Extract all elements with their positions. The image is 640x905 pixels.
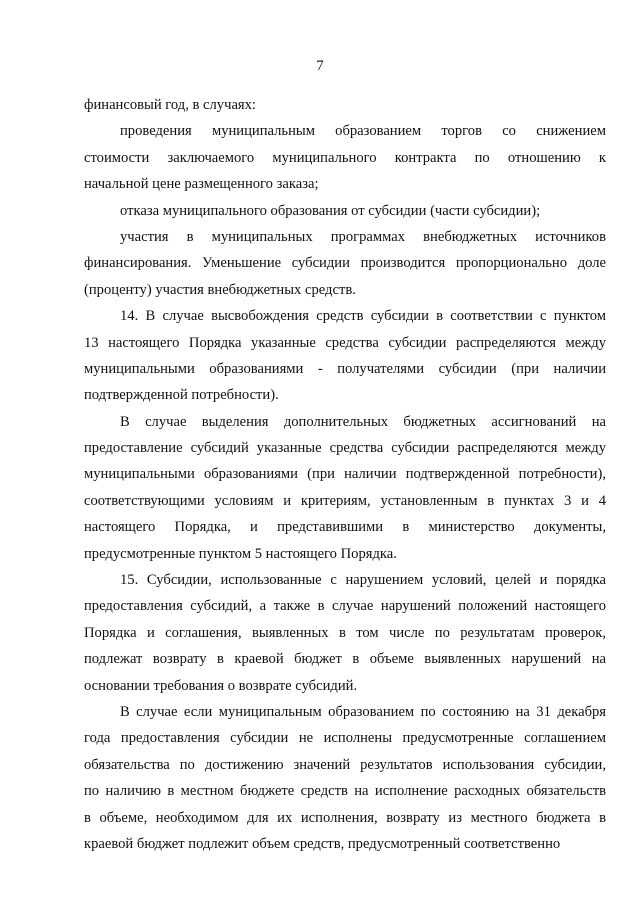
document-body [84, 92, 606, 857]
text-line: проведения муниципальным образованием торгов со снижением [120, 123, 606, 140]
page-number: 7 [316, 58, 324, 74]
text-line: подлежат возврату в краевой бюджет в объеме выявленных нарушений на [84, 651, 606, 668]
text-line: муниципальными образованиями (при наличии подтвержденной потребности), [84, 466, 606, 483]
text-line: предоставление субсидий указанные средства субсидии распределяются между [84, 440, 606, 457]
text-line: В случае выделения дополнительных бюджетных ассигнований на [120, 413, 606, 430]
text-line: финансирования. Уменьшение субсидии производится пропорционально доле [84, 255, 606, 272]
text-line: соответствующими условиям и критериям, установленным в пунктах 3 и 4 [84, 492, 606, 509]
text-line: обязательства по достижению значений результатов использования субсидии, [84, 756, 606, 773]
text-line: муниципальными образованиями - получателями субсидии (при наличии [84, 360, 606, 377]
text-line: по наличию в местном бюджете средств на исполнение расходных обязательств [84, 783, 606, 800]
text-line: подтвержденной потребности). [84, 387, 279, 404]
text-line: Порядка и соглашения, выявленных в том числе по результатам проверок, [84, 624, 606, 641]
text-line: В случае если муниципальным образованием по состоянию на 31 декабря [120, 703, 606, 720]
text-line: основании требования о возврате субсидий. [84, 677, 358, 694]
text-line: настоящего Порядка, и представившими в министерство документы, [84, 519, 606, 536]
text-line: отказа муниципального образования от субсидии (части субсидии); [120, 202, 541, 219]
text-line: предоставления субсидий, а также в случае нарушений положений настоящего [84, 598, 606, 615]
text-line: 13 настоящего Порядка указанные средства субсидии распределяются между [84, 334, 606, 351]
text-line: предусмотренные пунктом 5 настоящего Порядка. [84, 545, 397, 562]
text-line: в объеме, необходимом для их исполнения, возврату из местного бюджета в [84, 809, 606, 826]
text-line: участия в муниципальных программах внебюджетных источников [120, 228, 606, 245]
text-line: (проценту) участия внебюджетных средств. [84, 281, 356, 298]
text-line: краевой бюджет подлежит объем средств, предусмотренный соответственно [84, 835, 561, 852]
text-line: стоимости заключаемого муниципального контракта по отношению к [84, 149, 606, 166]
text-line: начальной цене размещенного заказа; [84, 176, 319, 193]
text-line: 15. Субсидии, использованные с нарушением условий, целей и порядка [120, 572, 606, 589]
text-line: 14. В случае высвобождения средств субсидии в соответствии с пунктом [120, 308, 606, 325]
text-line: года предоставления субсидии не исполнены предусмотренные соглашением [84, 730, 606, 747]
text-line: финансовый год, в случаях: [84, 97, 256, 113]
